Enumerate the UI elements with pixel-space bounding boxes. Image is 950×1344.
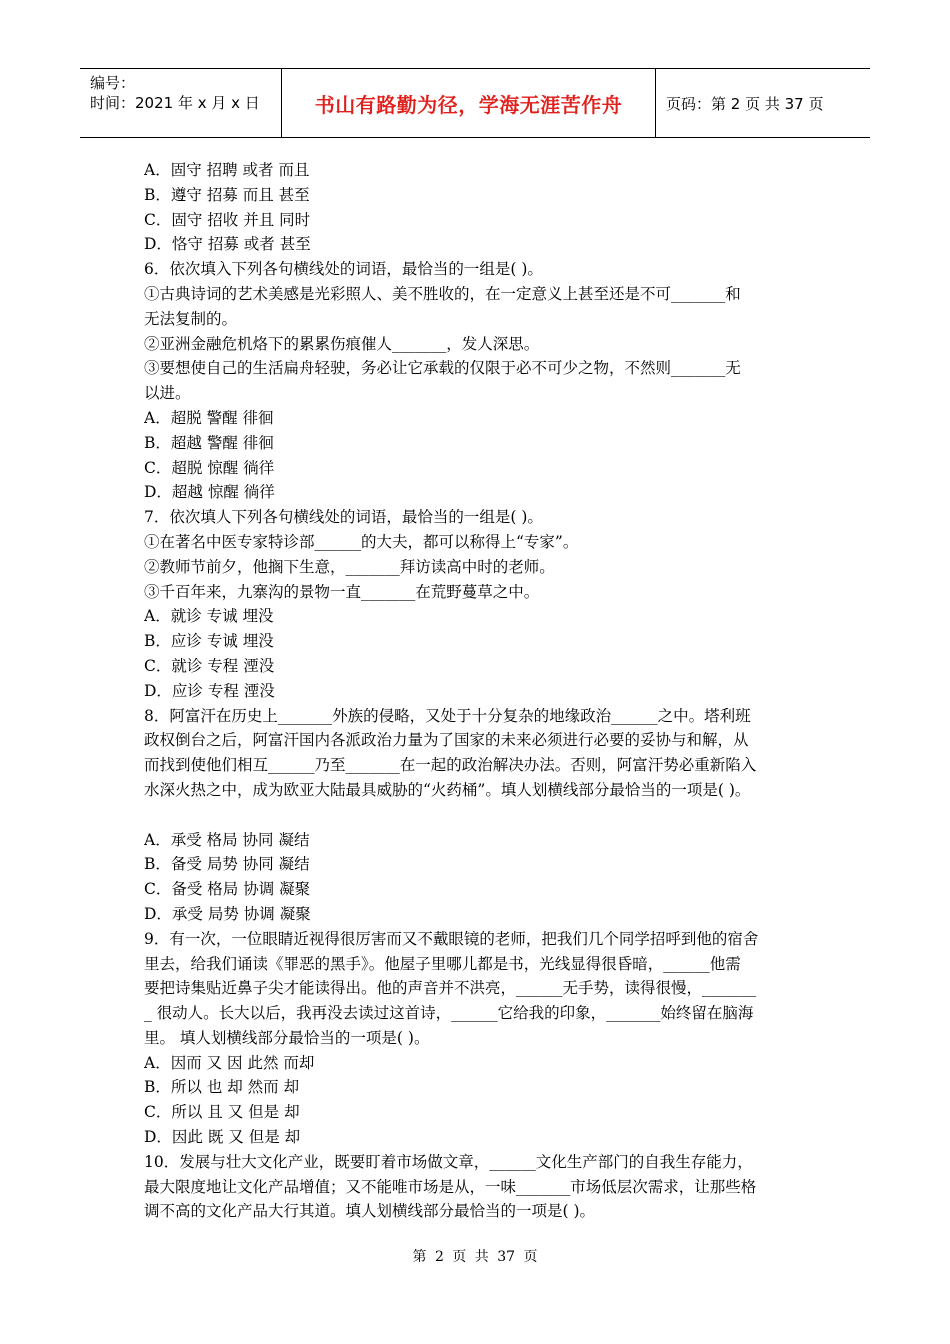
text-line: C．固守 招收 并且 同时	[144, 210, 311, 229]
text-line: 无法复制的。	[144, 309, 238, 328]
text-line: ②亚洲金融危机烙下的累累伤痕催人_______，发人深思。	[144, 334, 540, 353]
text-line: A．就诊 专诚 埋没	[144, 607, 274, 626]
text-line: B．所以 也 却 然而 却	[144, 1078, 300, 1097]
text-line: 要把诗集贴近鼻子尖才能读得出。他的声音并不洪亮，______无手势，读得很慢，_______	[144, 979, 757, 998]
header-meta-cell	[80, 69, 282, 137]
question-10-stem: 10．发展与壮大文化产业，既要盯着市场做文章，______文化生产部门的自我生存能力，	[144, 1152, 753, 1171]
text-line: 而找到使他们相互______乃至_______在一起的政治解决办法。否则，阿富汗势必重新陷入	[144, 756, 757, 775]
text-line: A．承受 格局 协同 凝结	[144, 830, 310, 849]
text-line: D．承受 局势 协调 凝聚	[144, 904, 311, 923]
page-header	[80, 68, 870, 138]
text-line: D．因此 既 又 但是 却	[144, 1128, 301, 1147]
text-line: C．所以 且 又 但是 却	[144, 1103, 300, 1122]
text-line: 政权倒台之后，阿富汗国内各派政治力量为了国家的未来必须进行必要的妥协与和解，从	[144, 731, 749, 750]
text-line: C．就诊 专程 湮没	[144, 656, 275, 675]
question-9-stem: 9．有一次，一位眼睛近视得很厉害而又不戴眼镜的老师，把我们几个同学招呼到他的宿舍	[144, 929, 759, 948]
text-line: D．恪守 招募 或者 甚至	[144, 235, 311, 254]
motto-text: 书山有路勤为径，学海无涯苦作舟	[314, 92, 623, 117]
document-body	[144, 158, 814, 1224]
text-line: C．超脱 惊醒 徜徉	[144, 458, 275, 477]
blank-line	[144, 803, 814, 828]
text-line: B．遵守 招募 而且 甚至	[144, 185, 310, 204]
text-line: C．备受 格局 协调 凝聚	[144, 880, 311, 899]
text-line: 里去，给我们诵读《罪恶的黑手》。他屋子里哪儿都是书，光线显得很昏暗，______他需	[144, 954, 741, 973]
header-page-cell	[656, 69, 870, 137]
text-line: ③要想使自己的生活扁舟轻驶，务必让它承载的仅限于必不可少之物，不然则_______无	[144, 359, 741, 378]
page-info: 页码：第 2 页 共 37 页	[666, 94, 824, 113]
text-line: 水深火热之中，成为欧亚大陆最具威胁的“火药桶”。填人划横线部分最恰当的一项是( )。	[144, 780, 751, 799]
text-line: ③千百年来，九寨沟的景物一直_______在荒野蔓草之中。	[144, 582, 540, 601]
question-8-stem: 8．阿富汗在历史上_______外族的侵略，又处于十分复杂的地缘政治______之中。塔利班	[144, 706, 751, 725]
text-line: ①古典诗词的艺术美感是光彩照人、美不胜收的，在一定意义上甚至还是不可_______和	[144, 284, 741, 303]
text-line: D．应诊 专程 湮没	[144, 681, 275, 700]
time-label: 时间：2021 年 x 月 x 日	[90, 94, 260, 112]
text-line: 调不高的文化产品大行其道。填人划横线部分最恰当的一项是( )。	[144, 1202, 596, 1221]
header-motto-cell	[282, 69, 656, 137]
text-line: _ 很动人。长大以后，我再没去读过这首诗，______它给我的印象，_______始终留在脑海	[144, 1004, 754, 1023]
page-footer: 第 2 页 共 37 页	[412, 1249, 538, 1265]
text-line: B．应诊 专诚 埋没	[144, 632, 274, 651]
question-7-stem: 7．依次填人下列各句横线处的词语，最恰当的一组是( )。	[144, 508, 543, 527]
text-line: B．备受 局势 协同 凝结	[144, 855, 310, 874]
text-line: A．超脱 警醒 徘徊	[144, 408, 274, 427]
text-line: ①在著名中医专家特诊部______的大夫，都可以称得上“专家”。	[144, 532, 579, 551]
text-line: 最大限度地让文化产品增值；又不能唯市场是从，一味_______市场低层次需求，让那些格	[144, 1177, 757, 1196]
text-line: 以进。	[144, 384, 191, 403]
text-line: A．固守 招聘 或者 而且	[144, 161, 310, 179]
text-line: 里。 填人划横线部分最恰当的一项是( )。	[144, 1028, 430, 1047]
number-label: 编号：	[90, 74, 136, 92]
text-line: D．超越 惊醒 徜徉	[144, 483, 275, 502]
text-line: ②教师节前夕，他搁下生意，_______拜访读高中时的老师。	[144, 557, 555, 576]
text-line: B．超越 警醒 徘徊	[144, 433, 274, 452]
question-6-stem: 6．依次填入下列各句横线处的词语，最恰当的一组是( )。	[144, 260, 543, 279]
text-line: A．因而 又 因 此然 而却	[144, 1053, 315, 1072]
